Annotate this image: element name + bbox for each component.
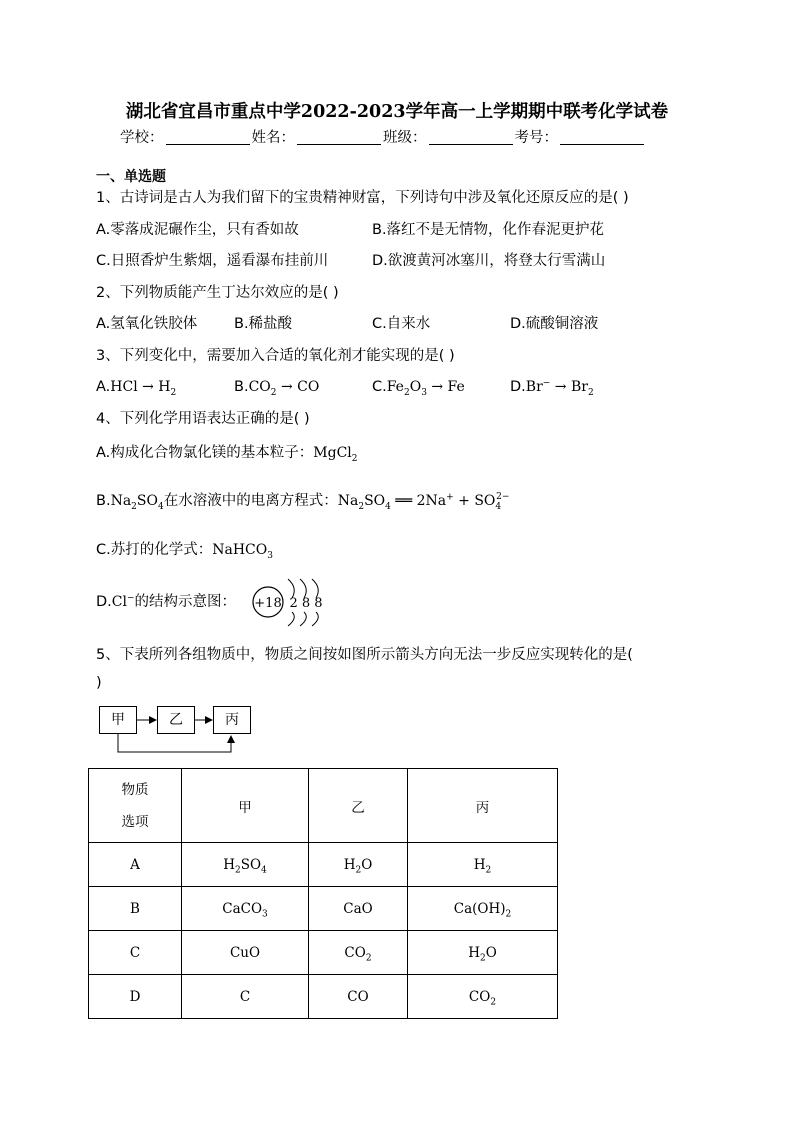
bing-cell: $Ca(OH)_2$ [408,887,558,931]
q1-option-c: C.日照香炉生紫烟，遥看瀑布挂前川 [96,253,329,269]
table-row [89,843,558,887]
q3-option-a: $A.HCl \to H_2$ [96,379,177,398]
header-yi: 乙 [309,769,408,843]
q4-a-formula: MgCl$_2$ [313,445,358,464]
yi-cell: $H_2O$ [309,843,408,887]
q1-option-b: B.落红不是无情物，化作春泥更护花 [372,222,605,238]
q5-stem-line2: ) [96,675,102,691]
header-bing: 丙 [408,769,558,843]
table-header-row [89,769,558,843]
electron-shells: 2 8 8 [289,596,323,611]
name-field[interactable] [297,129,381,145]
q4-b-equation: $Na_2SO_4$ ══ $2Na^+ + SO_4^{2-}$ [337,492,510,512]
q2-stem: 2、下列物质能产生丁达尔效应的是( ) [96,285,339,301]
q4-c-formula: NaHCO$_3$ [212,542,273,561]
q1-option-d: D.欲渡黄河冰塞川，将登太行雪满山 [372,253,606,269]
school-label: 学校： [120,130,164,146]
header-jia: 甲 [182,769,309,843]
q3-option-c: $C.Fe_2O_3 \to Fe$ [372,379,465,398]
bing-cell: $H_2$ [408,843,558,887]
q3-b-formula: $CO_2$ → CO [248,379,320,398]
option-cell: D [89,975,182,1019]
yi-cell: CaO [309,887,408,931]
q3-c-formula: $Fe_2O_3 \to Fe$ [386,379,465,398]
q1-option-a: A.零落成泥碾作尘，只有香如故 [96,222,299,238]
q1-stem: 1、古诗词是古人为我们留下的宝贵精神财富，下列诗句中涉及氧化还原反应的是( ) [96,190,629,206]
table-row [89,975,558,1019]
header-corner-cell: 物质 选项 [89,769,182,843]
q5-stem-line1: 5、下表所列各组物质中，物质之间按如图所示箭头方向无法一步反应实现转化的是( [96,647,633,663]
q4-option-b: $B.Na_2SO_4$在水溶液中的电离方程式：$Na_2SO_4$ ══ $2Na^+ + SO_4^{2-}$ [96,492,510,512]
bing-cell: $H_2O$ [408,931,558,975]
q3-option-b: $B.CO_2$ → CO [234,379,320,398]
name-label: 姓名： [251,130,295,146]
table-row [89,931,558,975]
q4-option-c: C.苏打的化学式：NaHCO$_3$ [96,542,273,561]
jia-cell: CuO [182,931,309,975]
chloride-structure-diagram [248,574,338,630]
q4-option-a: A.构成化合物氯化镁的基本粒子：MgCl$_2$ [96,445,358,464]
q5-table [88,768,558,1019]
nucleus-charge: +18 [254,596,282,611]
q3-a-formula: HCl → $H_2$ [110,379,177,398]
jia-cell: C [182,975,309,1019]
q3-option-d: $D.Br^- \to Br_2$ [510,378,594,398]
q2-option-a: A.氢氧化铁胶体 [96,316,198,332]
q2-option-d: D.硫酸铜溶液 [510,316,599,332]
option-cell: B [89,887,182,931]
exam-no-field[interactable] [560,129,644,145]
jia-cell: $H_2SO_4$ [182,843,309,887]
section-heading: 一、单选题 [96,169,166,185]
diagram-box-jia: 甲 [99,706,137,734]
option-cell: A [89,843,182,887]
conversion-arrows [95,700,255,760]
q4-option-d: D.Cl−的结构示意图： [96,593,237,610]
diagram-box-bing: 丙 [213,706,251,734]
class-field[interactable] [429,129,513,145]
yi-cell: CO [309,975,408,1019]
class-label: 班级： [383,130,427,146]
student-info [120,126,646,147]
q3-d-formula: $Br^- \to Br_2$ [525,378,594,398]
diagram-box-yi: 乙 [157,706,195,734]
bing-cell: $CO_2$ [408,975,558,1019]
school-field[interactable] [166,129,250,145]
yi-cell: $CO_2$ [309,931,408,975]
option-cell: C [89,931,182,975]
q4-stem: 4、下列化学用语表达正确的是( ) [96,411,310,427]
exam-no-label: 考号： [514,130,558,146]
jia-cell: CaCO$_3$ [182,887,309,931]
q2-option-c: C.自来水 [372,316,431,332]
q3-stem: 3、下列变化中，需要加入合适的氧化剂才能实现的是( ) [96,348,455,364]
table-row [89,887,558,931]
q2-option-b: B.稀盐酸 [234,316,293,332]
page-title: 湖北省宜昌市重点中学2022-2023学年高一上学期期中联考化学试卷 [125,102,669,122]
